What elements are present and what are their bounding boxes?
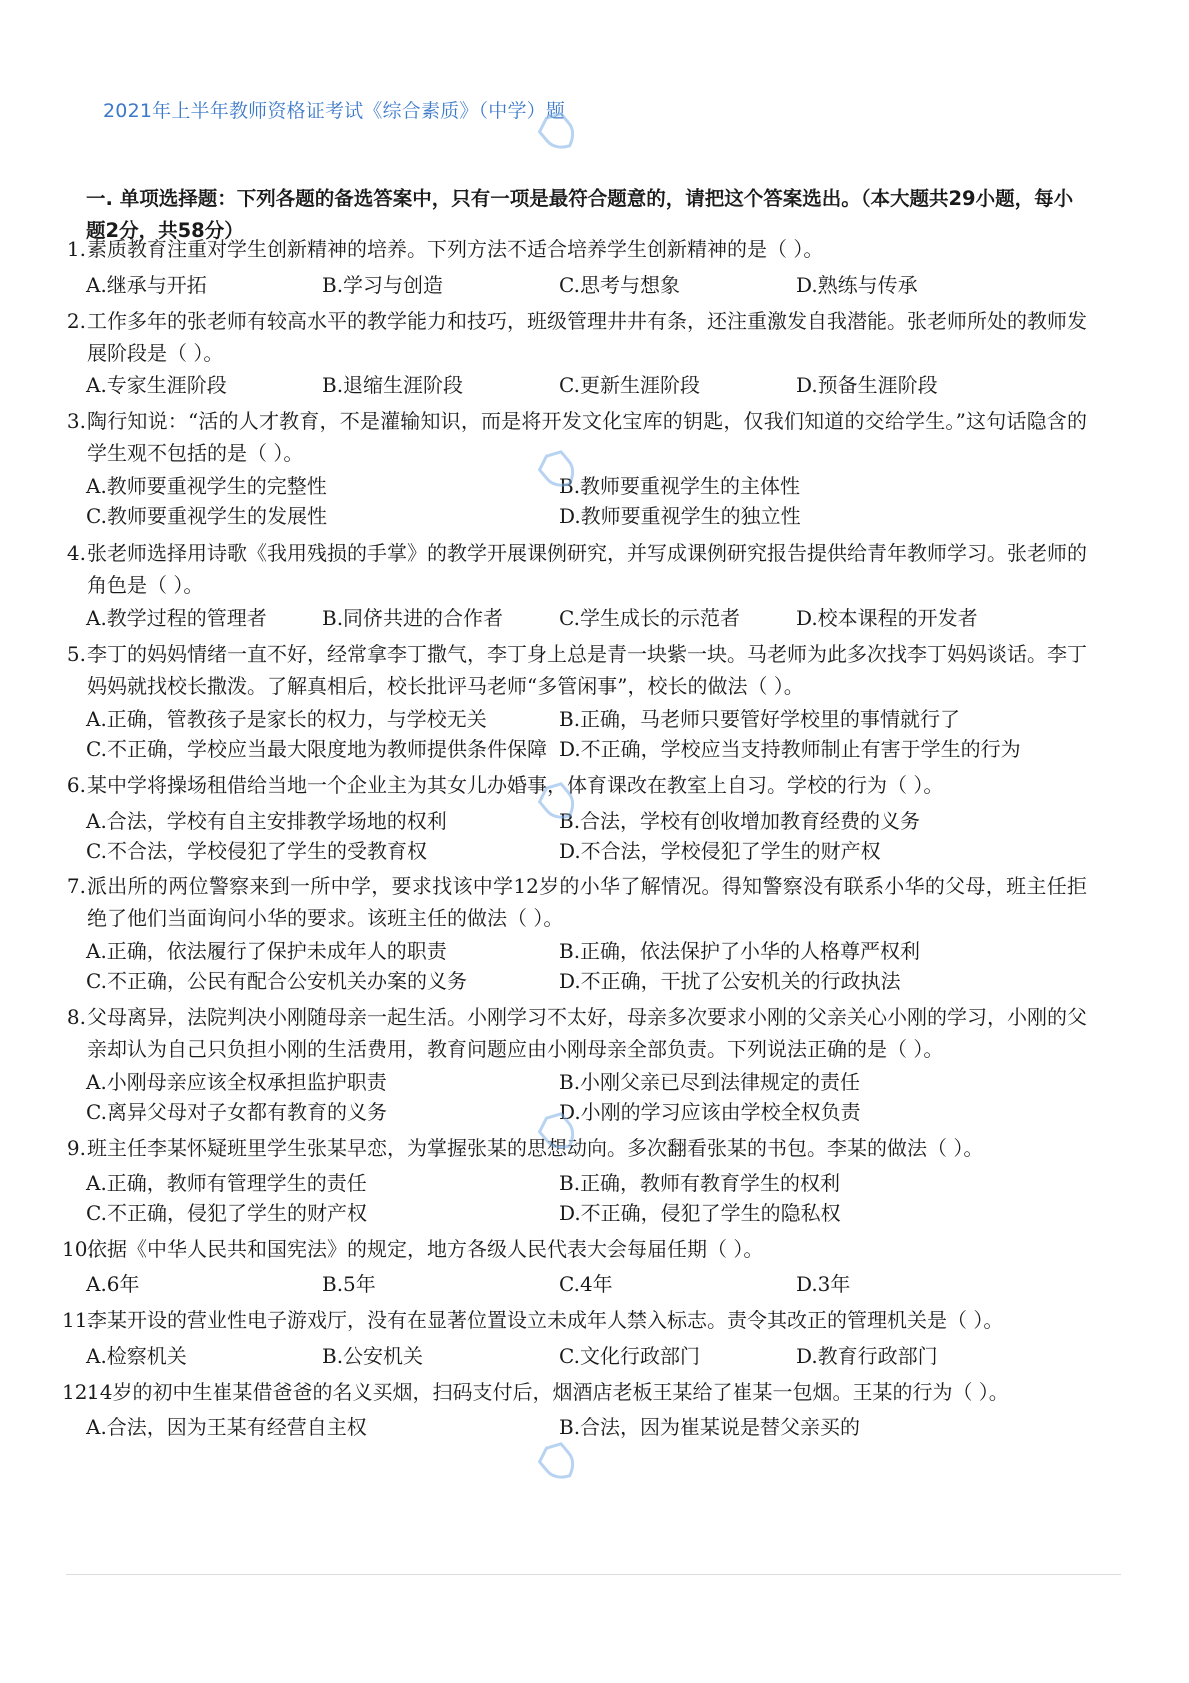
question-number: 7. bbox=[66, 874, 86, 898]
option-c[interactable]: C.不合法，学校侵犯了学生的受教育权 bbox=[86, 839, 427, 863]
option-d[interactable]: D.熟练与传承 bbox=[796, 273, 918, 297]
question-10 bbox=[62, 1233, 1092, 1265]
option-c[interactable]: C.思考与想象 bbox=[559, 273, 680, 297]
option-c[interactable]: C.更新生涯阶段 bbox=[559, 373, 700, 397]
option-b[interactable]: B.合法，学校有创收增加教育经费的义务 bbox=[559, 809, 921, 833]
shield-watermark-icon bbox=[536, 448, 580, 492]
question-stem: 父母离异，法院判决小刚随母亲一起生活。小刚学习不太好，母亲多次要求小刚的父亲关心小刚的学习，小刚的父亲却认为自己只负担小刚的生活费用，教育问题应由小刚母亲全部负责。下列说法正确的是（ ）。 bbox=[87, 1005, 1087, 1061]
question-number: 9. bbox=[66, 1136, 86, 1160]
option-a[interactable]: A.专家生涯阶段 bbox=[86, 373, 227, 397]
question-number: 2. bbox=[66, 309, 86, 333]
option-c[interactable]: C.不正确，学校应当最大限度地为教师提供条件保障 bbox=[86, 737, 547, 761]
question-5 bbox=[62, 638, 1092, 698]
shield-watermark-icon bbox=[536, 1110, 580, 1154]
option-b[interactable]: B.正确，教师有教育学生的权利 bbox=[559, 1171, 841, 1195]
option-b[interactable]: B.5年 bbox=[322, 1272, 376, 1296]
option-a[interactable]: A.正确，管教孩子是家长的权力，与学校无关 bbox=[86, 707, 487, 731]
option-a[interactable]: A.继承与开拓 bbox=[86, 273, 207, 297]
option-a[interactable]: A.6年 bbox=[86, 1272, 140, 1296]
option-b[interactable]: B.公安机关 bbox=[322, 1344, 424, 1368]
option-c[interactable]: C.教师要重视学生的发展性 bbox=[86, 504, 327, 528]
option-a[interactable]: A.正确，依法履行了保护未成年人的职责 bbox=[86, 939, 447, 963]
option-a[interactable]: A.合法，学校有自主安排教学场地的权利 bbox=[86, 809, 447, 833]
question-2 bbox=[62, 305, 1092, 365]
option-a[interactable]: A.教学过程的管理者 bbox=[86, 606, 267, 630]
option-c[interactable]: C.离异父母对子女都有教育的义务 bbox=[86, 1100, 387, 1124]
option-b[interactable]: B.合法，因为崔某说是替父亲买的 bbox=[559, 1415, 861, 1439]
option-b[interactable]: B.退缩生涯阶段 bbox=[322, 373, 464, 397]
option-a[interactable]: A.教师要重视学生的完整性 bbox=[86, 474, 327, 498]
question-number: 8. bbox=[66, 1005, 86, 1029]
option-c[interactable]: C.文化行政部门 bbox=[559, 1344, 700, 1368]
page-title: 2021年上半年教师资格证考试《综合素质》（中学）题 bbox=[103, 100, 566, 122]
option-a[interactable]: A.正确，教师有管理学生的责任 bbox=[86, 1171, 367, 1195]
option-b[interactable]: B.同侪共进的合作者 bbox=[322, 606, 504, 630]
option-a[interactable]: A.合法，因为王某有经营自主权 bbox=[86, 1415, 367, 1439]
option-b[interactable]: B.正确，马老师只要管好学校里的事情就行了 bbox=[559, 707, 961, 731]
option-d[interactable]: D.预备生涯阶段 bbox=[796, 373, 938, 397]
question-stem: 依据《中华人民共和国宪法》的规定，地方各级人民代表大会每届任期（ ）。 bbox=[87, 1237, 764, 1261]
question-stem: 陶行知说：“活的人才教育，不是灌输知识，而是将开发文化宝库的钥匙，仅我们知道的交给学生。”这句话隐含的学生观不包括的是（ ）。 bbox=[87, 409, 1087, 465]
question-stem: 李某开设的营业性电子游戏厅，没有在显著位置设立未成年人禁入标志。责令其改正的管理机关是（ ）。 bbox=[87, 1308, 1004, 1332]
shield-watermark-icon bbox=[536, 110, 580, 154]
option-d[interactable]: D.小刚的学习应该由学校全权负责 bbox=[559, 1100, 861, 1124]
option-a[interactable]: A.检察机关 bbox=[86, 1344, 187, 1368]
section-heading: 一. 单项选择题：下列各题的备选答案中，只有一项是最符合题意的，请把这个答案选出。（本大题共29小题，每小题2分，共58分） bbox=[86, 187, 1074, 242]
option-d[interactable]: D.不正确，侵犯了学生的隐私权 bbox=[559, 1201, 841, 1225]
option-c[interactable]: C.不正确，侵犯了学生的财产权 bbox=[86, 1201, 367, 1225]
option-a[interactable]: A.小刚母亲应该全权承担监护职责 bbox=[86, 1070, 387, 1094]
question-stem: 张老师选择用诗歌《我用残损的手掌》的教学开展课例研究，并写成课例研究报告提供给青年教师学习。张老师的角色是（ ）。 bbox=[87, 541, 1087, 597]
question-number: 4. bbox=[66, 541, 86, 565]
option-b[interactable]: B.正确，依法保护了小华的人格尊严权利 bbox=[559, 939, 921, 963]
option-d[interactable]: D.教育行政部门 bbox=[796, 1344, 938, 1368]
question-number: 3. bbox=[66, 409, 86, 433]
question-stem: 班主任李某怀疑班里学生张某早恋，为掌握张某的思想动向。多次翻看张某的书包。李某的做法（ ）。 bbox=[87, 1136, 984, 1160]
option-d[interactable]: D.不正确，学校应当支持教师制止有害于学生的行为 bbox=[559, 737, 1021, 761]
page-divider bbox=[66, 1574, 1121, 1575]
question-stem: 李丁的妈妈情绪一直不好，经常拿李丁撒气，李丁身上总是青一块紫一块。马老师为此多次找李丁妈妈谈话。李丁妈妈就找校长撒泼。了解真相后，校长批评马老师“多管闲事”，校长的做法（ ）。 bbox=[87, 642, 1087, 698]
question-number: 11. bbox=[62, 1308, 94, 1332]
question-8 bbox=[62, 1001, 1092, 1061]
question-3 bbox=[62, 405, 1092, 465]
question-stem: 工作多年的张老师有较高水平的教学能力和技巧，班级管理井井有条，还注重激发自我潜能。张老师所处的教师发展阶段是（ ）。 bbox=[87, 309, 1087, 365]
option-d[interactable]: D.不合法，学校侵犯了学生的财产权 bbox=[559, 839, 881, 863]
question-4 bbox=[62, 537, 1092, 597]
option-b[interactable]: B.教师要重视学生的主体性 bbox=[559, 474, 801, 498]
option-d[interactable]: D.教师要重视学生的独立性 bbox=[559, 504, 801, 528]
option-c[interactable]: C.学生成长的示范者 bbox=[559, 606, 740, 630]
question-11 bbox=[62, 1304, 1092, 1336]
option-d[interactable]: D.3年 bbox=[796, 1272, 851, 1296]
question-7 bbox=[62, 870, 1092, 930]
question-number: 5. bbox=[66, 642, 86, 666]
shield-watermark-icon bbox=[536, 1440, 580, 1484]
option-c[interactable]: C.不正确，公民有配合公安机关办案的义务 bbox=[86, 969, 467, 993]
question-number: 12. bbox=[62, 1380, 94, 1404]
option-d[interactable]: D.校本课程的开发者 bbox=[796, 606, 978, 630]
question-stem: 14岁的初中生崔某借爸爸的名义买烟，扫码支付后，烟酒店老板王某给了崔某一包烟。王某的行为（ ）。 bbox=[87, 1380, 1009, 1404]
question-1 bbox=[62, 233, 1092, 265]
question-stem: 派出所的两位警察来到一所中学，要求找该中学12岁的小华了解情况。得知警察没有联系小华的父母，班主任拒绝了他们当面询问小华的要求。该班主任的做法（ ）。 bbox=[87, 874, 1087, 930]
question-12 bbox=[62, 1376, 1092, 1408]
option-c[interactable]: C.4年 bbox=[559, 1272, 613, 1296]
shield-watermark-icon bbox=[536, 780, 580, 824]
option-b[interactable]: B.学习与创造 bbox=[322, 273, 444, 297]
question-stem: 某中学将操场租借给当地一个企业主为其女儿办婚事，体育课改在教室上自习。学校的行为（ ）。 bbox=[87, 773, 944, 797]
question-stem: 素质教育注重对学生创新精神的培养。下列方法不适合培养学生创新精神的是（ ）。 bbox=[87, 237, 824, 261]
option-d[interactable]: D.不正确，干扰了公安机关的行政执法 bbox=[559, 969, 901, 993]
question-number: 1. bbox=[66, 237, 86, 261]
option-b[interactable]: B.小刚父亲已尽到法律规定的责任 bbox=[559, 1070, 861, 1094]
question-number: 6. bbox=[66, 773, 86, 797]
question-number: 10. bbox=[62, 1237, 94, 1261]
